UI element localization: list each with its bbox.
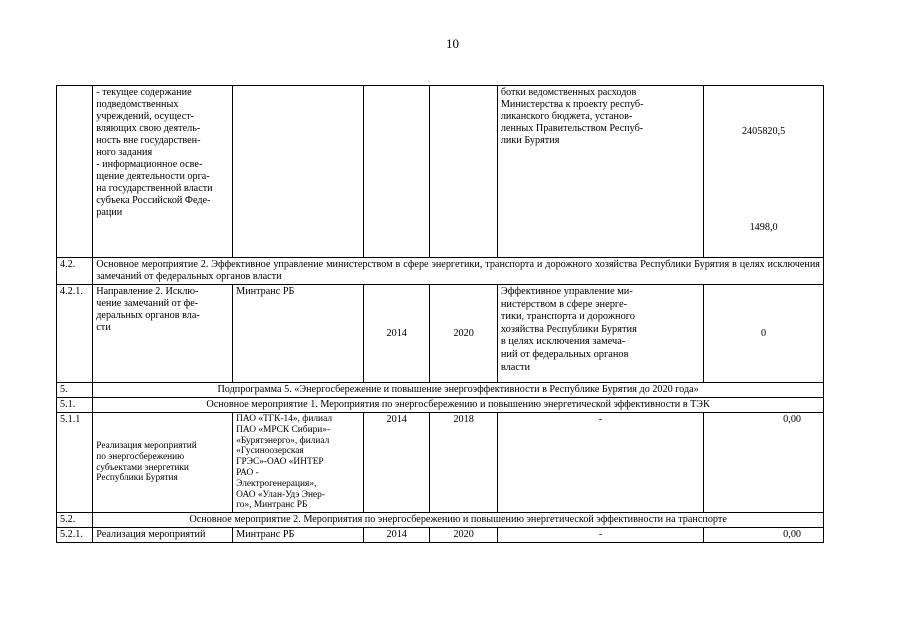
amount-cell — [704, 285, 824, 383]
start-year: 2014 — [386, 327, 407, 339]
end-year-cell — [430, 86, 497, 258]
result-cell: ботки ведомственных расходов Министерства к проекту респуб- ликанского бюджета, установ- ленных Правительством Респуб- лики Бурятия — [497, 86, 703, 258]
amount-value: 1498,0 — [749, 222, 778, 233]
description-cell: Реализация мероприятий — [93, 528, 233, 543]
result-cell: - — [497, 528, 703, 543]
amount-value: 0 — [761, 327, 767, 339]
end-year-cell: 2020 — [430, 528, 497, 543]
executor-cell — [233, 86, 364, 258]
num-cell: 5.2.1. — [57, 528, 93, 543]
end-year-cell — [430, 285, 497, 383]
section-title-cell: Основное мероприятие 1. Мероприятия по энергосбережению и повышению энергетической эффективности в ТЭК — [93, 398, 824, 413]
num-cell: 5. — [57, 383, 93, 398]
end-year: 2020 — [453, 327, 474, 339]
num-cell: 5.1.1 — [57, 413, 93, 513]
table-row — [57, 413, 824, 513]
section-title-cell: Основное мероприятие 2. Эффективное управление министерством в сфере энергетики, транспорта и дорожного хозяйства Республики Бурятия в целях исключения замечаний от федеральных органов власти — [93, 258, 824, 285]
num-cell: 5.1. — [57, 398, 93, 413]
program-table — [56, 85, 824, 543]
table-row — [57, 86, 824, 258]
end-year-cell: 2018 — [430, 413, 497, 513]
description-cell: Направление 2. Исклю- чение замечаний от фе- деральных органов вла- сти — [93, 285, 233, 383]
executor-cell: Минтранс РБ — [233, 528, 364, 543]
table-row — [57, 528, 824, 543]
num-cell: 5.2. — [57, 513, 93, 528]
start-year-cell: 2014 — [363, 528, 429, 543]
executor-cell: ПАО «ТГК-14», филиал ПАО «МРСК Сибири»- «Бурятэнерго», филиал «Гусиноозерская ГРЭС»-ОАО «ИНТЕР РАО - Электрогенерация», ОАО «Улан-Удэ Энер- го», Минтранс РБ — [233, 413, 364, 513]
start-year-cell: 2014 — [363, 413, 429, 513]
table-row — [57, 398, 824, 413]
amount-cell: 0,00 — [704, 528, 824, 543]
start-year-cell — [363, 285, 429, 383]
amount-value: 2405820,5 — [741, 126, 786, 137]
table-row — [57, 285, 824, 383]
table-row — [57, 383, 824, 398]
table-row — [57, 513, 824, 528]
num-cell — [57, 86, 93, 258]
num-cell: 4.2. — [57, 258, 93, 285]
num-cell: 4.2.1. — [57, 285, 93, 383]
page-number: 10 — [446, 36, 459, 51]
amount-cell — [704, 86, 824, 258]
amount-cell: 0,00 — [704, 413, 824, 513]
description-cell: - текущее содержание подведомственных учреждений, осущест- вляющих свою деятель- ность вне государствен- ного задания - информационное осве- щение деятельности орга- на государственной власти субъека Российской Феде- рации — [93, 86, 233, 258]
subprogram-title-cell: Подпрограмма 5. «Энергосбережение и повышение энергоэффективности в Республике Бурятия до 2020 года» — [93, 383, 824, 398]
description-cell: Реализация мероприятий по энергосбережению субъектами энергетики Республики Бурятия — [93, 413, 233, 513]
section-title-cell: Основное мероприятие 2. Мероприятия по энергосбережению и повышению энергетической эффективности на транспорте — [93, 513, 824, 528]
result-cell: Эффективное управление ми- нистерством в сфере энерге- тики, транспорта и дорожного хозяйства Республики Бурятия в целях исключения замеча- ний от федеральных органов власти — [497, 285, 703, 383]
result-cell: - — [497, 413, 703, 513]
start-year-cell — [363, 86, 429, 258]
executor-cell: Минтранс РБ — [233, 285, 364, 383]
table-row — [57, 258, 824, 285]
